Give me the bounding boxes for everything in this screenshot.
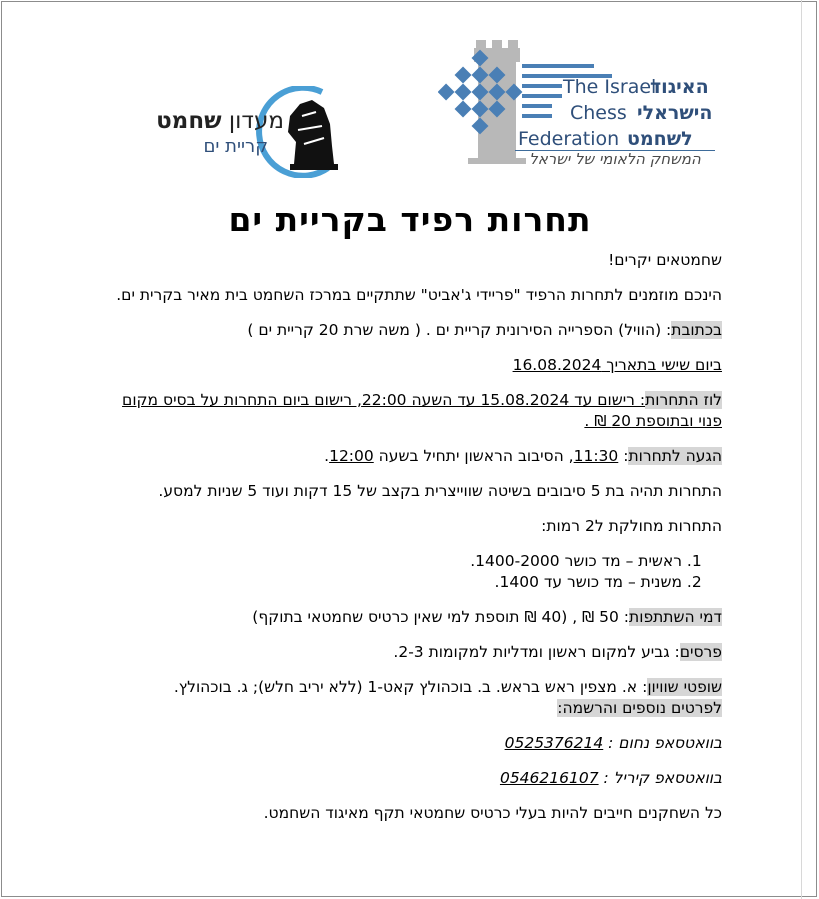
arrival-post: .	[324, 447, 330, 465]
page-title: תחרות רפיד בקריית ים	[228, 200, 592, 239]
prizes-label: פרסים	[679, 643, 722, 661]
contact-line	[104, 768, 722, 789]
address-paragraph	[104, 320, 722, 341]
contact-phone[interactable]: 0525376214	[504, 734, 604, 752]
document-body	[104, 250, 722, 824]
schedule-paragraph	[104, 390, 722, 432]
intro-paragraph: הינכם מוזמנים לתחרות הרפיד "פריידי ג'אביט" שתתקיים במרכז השחמט בית מאיר בקרית ים.	[116, 286, 722, 304]
more-info-paragraph	[104, 698, 722, 719]
more-info-label: לפרטים נוספים והרשמה:	[557, 699, 722, 717]
format-paragraph: התחרות תהיה בת 5 סיבובים בשיטה שווייצרית בקצב של 15 דקות ועוד 5 שניות למסע.	[158, 482, 722, 500]
prizes-paragraph	[104, 642, 722, 663]
federation-slogan: המשחק הלאומי של ישראל	[529, 150, 701, 168]
arrival-time1: 11:30	[573, 447, 619, 465]
arrival-mid: , הסיבוב הראשון יתחיל בשעה	[373, 447, 574, 465]
federation-he-line1: האיגוד	[650, 76, 709, 98]
division-item: 1. ראשית – מד כושר 1400-2000.	[104, 551, 682, 572]
contact-label: בוואטסאפ קיריל :	[598, 769, 722, 787]
federation-en-line2: Chess	[570, 102, 627, 124]
divisions-intro: התחרות מחולקת ל2 רמות:	[541, 517, 722, 535]
divisions-list	[104, 551, 722, 593]
club-name	[136, 108, 284, 134]
club-name-strong: שחמט	[156, 108, 222, 134]
arrival-paragraph	[104, 446, 722, 467]
contact-line	[104, 733, 722, 754]
schedule-label: לוז התחרות	[645, 391, 722, 409]
contact-label: בוואטסאפ נחום :	[603, 734, 722, 752]
club-name-prefix: מעדון	[228, 108, 284, 134]
greeting: שחמטאים יקרים!	[608, 251, 722, 269]
address-text: : (הוויל) הספרייה הסירונית קריית ים . ( משה שרת 20 קריית ים )	[247, 321, 672, 339]
contact-phone[interactable]: 0546216107	[499, 769, 599, 787]
club-city: קריית ים	[203, 136, 268, 157]
division-item: 2. משנית – מד כושר עד 1400.	[104, 572, 682, 593]
federation-he-line2: הישראלי	[637, 102, 713, 124]
margin-rule	[801, 0, 802, 899]
judges-paragraph	[104, 677, 722, 698]
address-label: בכתובת	[671, 321, 722, 339]
fees-paragraph	[104, 607, 722, 628]
prizes-text: : גביע למקום ראשון ומדליות למקומות 2-3.	[393, 643, 680, 661]
federation-en-line1: The Israel	[563, 76, 657, 98]
fees-label: דמי השתתפות	[629, 608, 722, 626]
fees-text: : 50 ₪ , (40 ₪ תוספת למי שאין כרטיס שחמטאי בתוקף)	[252, 608, 630, 626]
judges-label: שופטי שוויון	[647, 678, 722, 696]
schedule-text: : רישום עד 15.08.2024 עד השעה 22:00, רישום ביום התחרות על בסיס מקום פנוי ובתוספת 20 ₪ .	[122, 391, 722, 430]
footer-note: כל השחקנים חייבים להיות בעלי כרטיס שחמטאי תקף מאיגוד השחמט.	[263, 804, 722, 822]
federation-en-line3: Federation	[518, 128, 620, 150]
federation-he-line3: לשחמט	[627, 128, 693, 150]
arrival-time2: 12:00	[329, 447, 374, 465]
date-line: ביום שישי בתאריך 16.08.2024	[512, 356, 722, 374]
judges-text: : א. מצפין ראש בראש. ב. בוכהולץ קאט-1 (ללא יריב חלש); ג. בוכהולץ.	[173, 678, 648, 696]
arrival-pre: :	[618, 447, 629, 465]
arrival-label: הגעה לתחרות	[628, 447, 722, 465]
